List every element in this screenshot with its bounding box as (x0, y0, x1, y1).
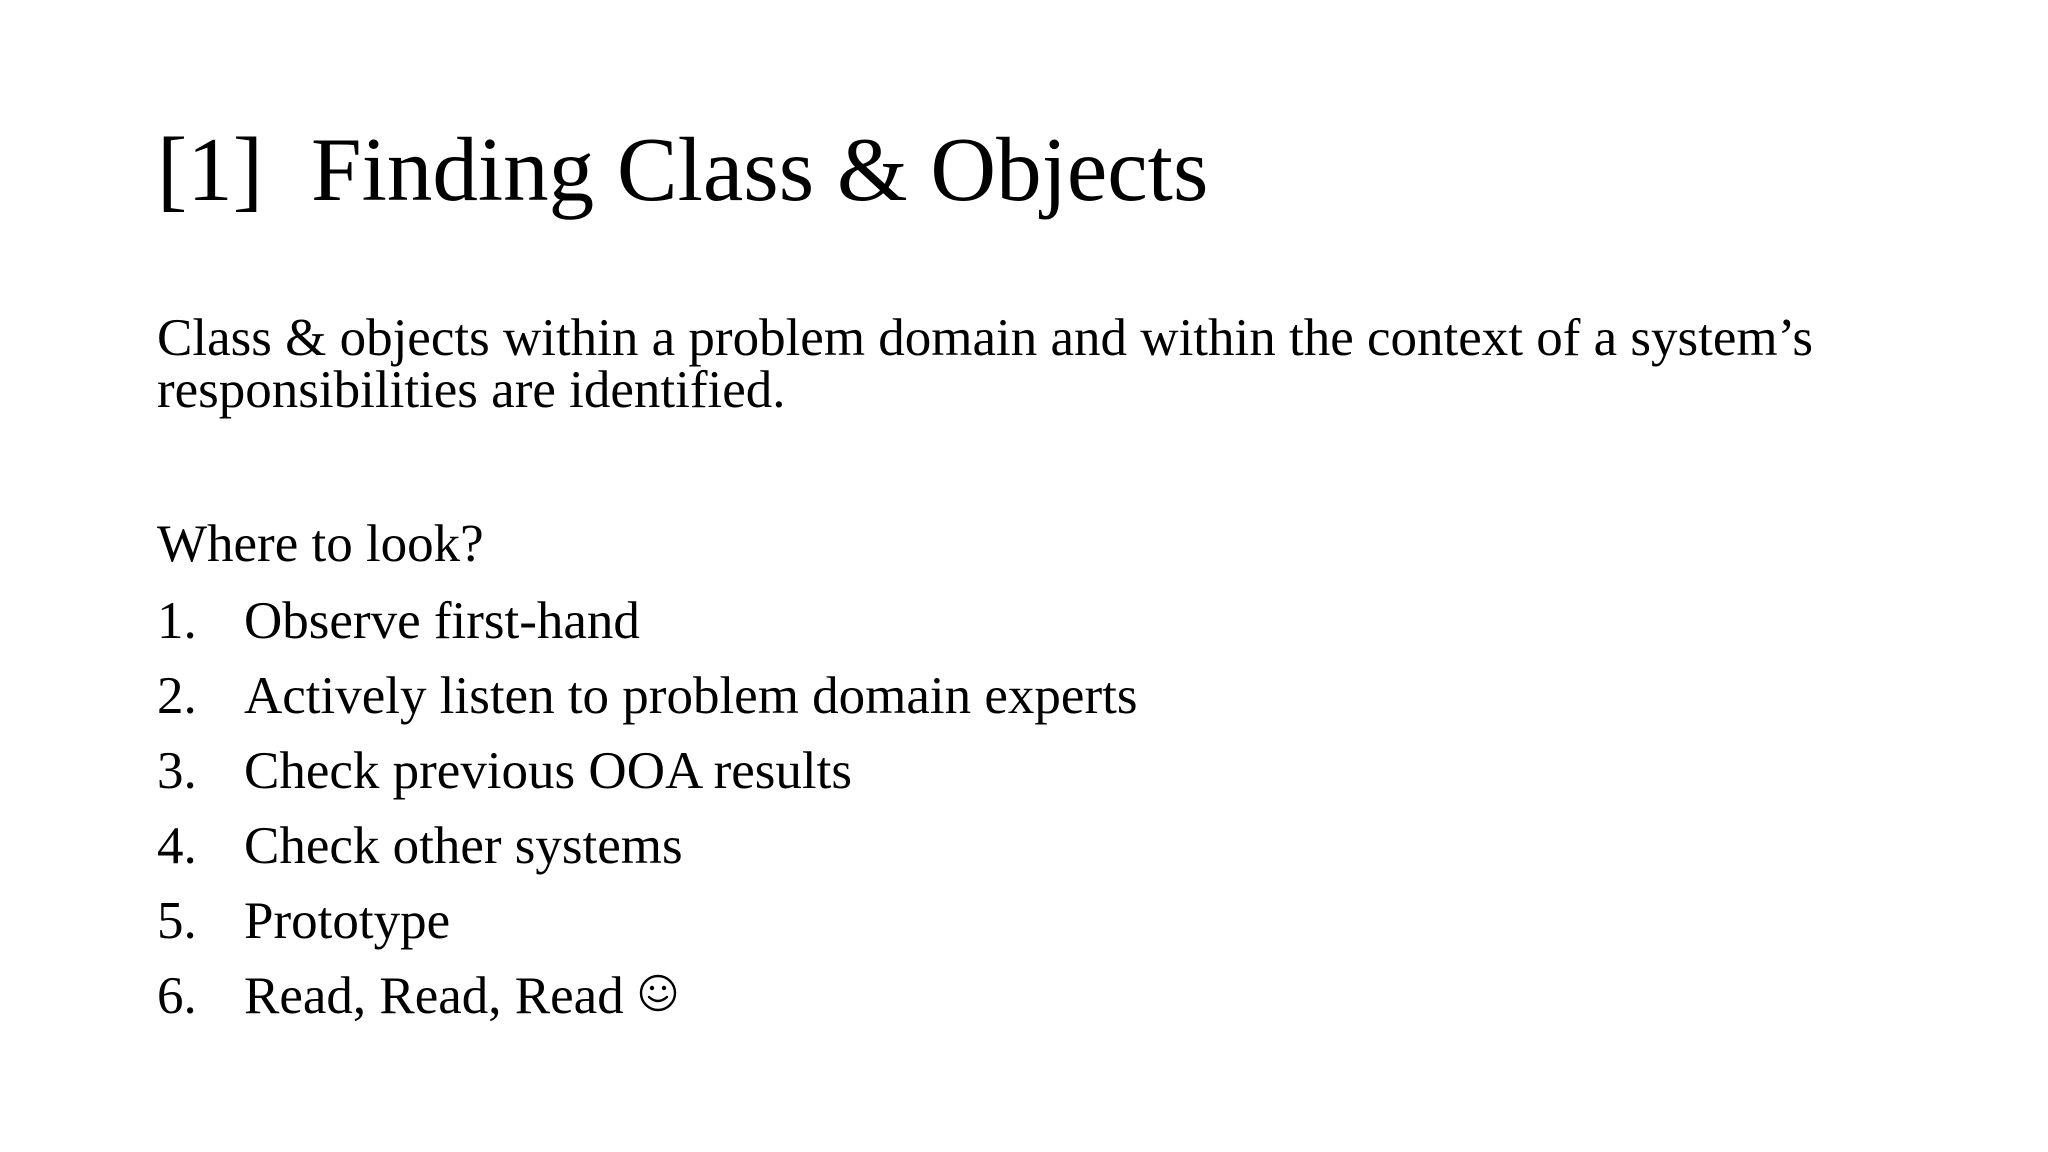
smiley-face-icon (638, 965, 678, 1009)
list-item-number: 2. (157, 667, 197, 725)
lead-question: Where to look? (157, 515, 484, 573)
description-paragraph: Class & objects within a problem domain and within the context of a system’s responsibilities are identified. (157, 309, 1813, 419)
list-item-number: 3. (157, 742, 197, 800)
list-item (157, 665, 1137, 740)
list-item-text: Read, Read, Read (244, 967, 624, 1025)
list-item-text: Check previous OOA results (244, 742, 852, 800)
list-item (157, 815, 1137, 890)
list-item-number: 5. (157, 892, 197, 950)
list-item-number: 4. (157, 817, 197, 875)
list-item-text: Observe first-hand (244, 592, 640, 650)
slide-title (157, 115, 1208, 225)
title-text: Finding Class & Objects (311, 119, 1209, 220)
list-item (157, 965, 1137, 1040)
list-item-text: Prototype (244, 892, 451, 950)
list-item-number: 6. (157, 967, 197, 1025)
list-item-text: Check other systems (244, 817, 683, 875)
title-number: [1] (157, 119, 264, 220)
list-item-text: Actively listen to problem domain experts (244, 667, 1138, 725)
list-item (157, 740, 1137, 815)
list-item (157, 890, 1137, 965)
list-item-number: 1. (157, 592, 197, 650)
list-item (157, 590, 1137, 665)
steps-list (157, 590, 1137, 1040)
